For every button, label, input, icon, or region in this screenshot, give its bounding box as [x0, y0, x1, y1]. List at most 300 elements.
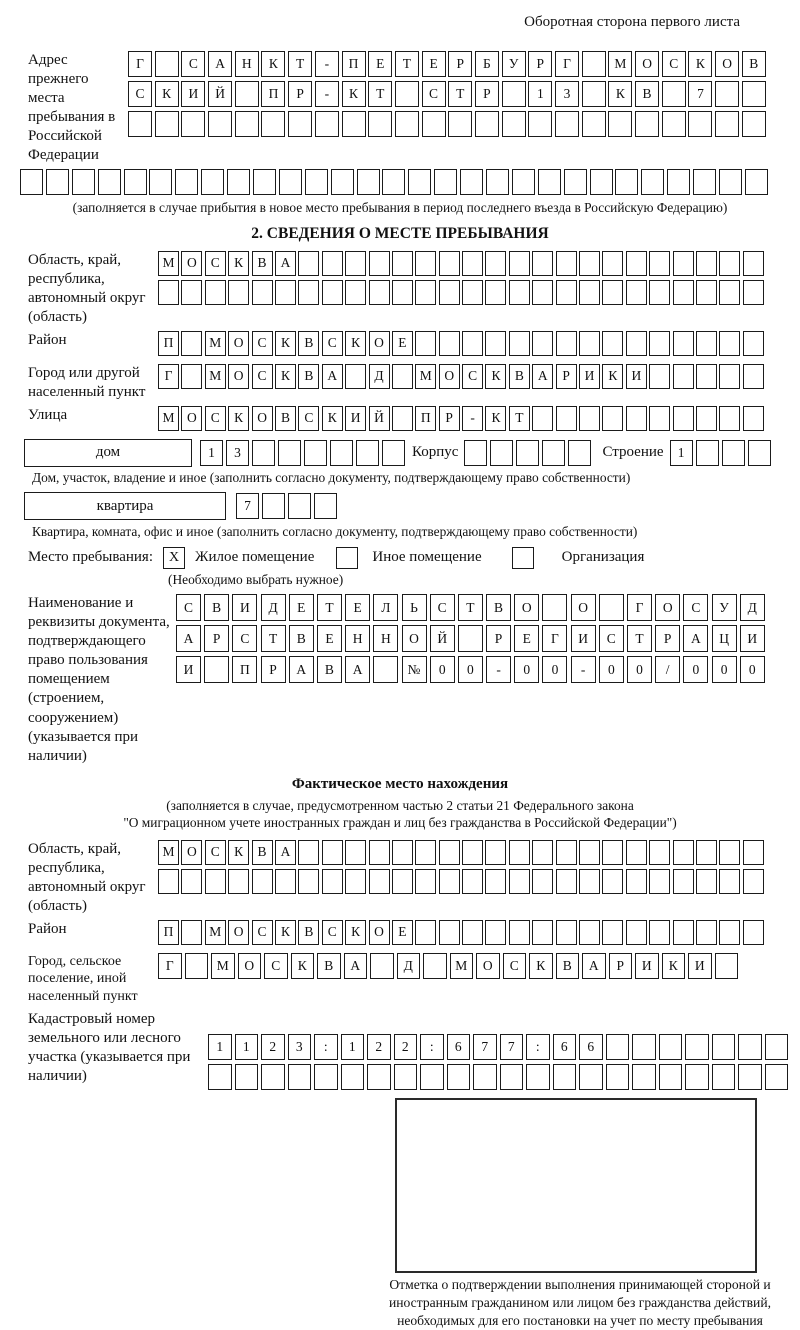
char-cell[interactable] — [448, 111, 472, 137]
char-cell[interactable] — [719, 364, 740, 389]
char-cell[interactable] — [719, 280, 740, 305]
char-cell[interactable]: Б — [475, 51, 499, 77]
char-cell[interactable]: Е — [345, 594, 370, 621]
char-cell[interactable] — [252, 869, 273, 894]
char-cell[interactable] — [345, 364, 366, 389]
char-cell[interactable] — [532, 920, 553, 945]
char-cell[interactable] — [20, 169, 43, 195]
char-cell[interactable] — [532, 331, 553, 356]
char-cell[interactable]: С — [422, 81, 446, 107]
char-cell[interactable]: А — [208, 51, 232, 77]
char-cell[interactable] — [649, 920, 670, 945]
char-cell[interactable]: И — [232, 594, 257, 621]
char-cell[interactable] — [447, 1064, 471, 1090]
char-cell[interactable]: 1 — [208, 1034, 232, 1060]
char-cell[interactable] — [235, 81, 259, 107]
char-cell[interactable] — [579, 331, 600, 356]
char-cell[interactable]: С — [662, 51, 686, 77]
char-cell[interactable]: 0 — [712, 656, 737, 683]
char-cell[interactable] — [509, 920, 530, 945]
char-cell[interactable] — [673, 364, 694, 389]
char-cell[interactable] — [458, 625, 483, 652]
char-cell[interactable]: Ь — [402, 594, 427, 621]
char-cell[interactable]: 7 — [236, 493, 259, 519]
char-cell[interactable] — [719, 331, 740, 356]
char-cell[interactable] — [745, 169, 768, 195]
char-cell[interactable]: Й — [369, 406, 390, 431]
char-cell[interactable]: Ц — [712, 625, 737, 652]
char-cell[interactable] — [719, 869, 740, 894]
char-cell[interactable]: У — [502, 51, 526, 77]
char-cell[interactable]: И — [571, 625, 596, 652]
char-cell[interactable]: В — [298, 364, 319, 389]
char-cell[interactable] — [602, 920, 623, 945]
char-cell[interactable] — [532, 251, 553, 276]
char-cell[interactable] — [485, 920, 506, 945]
char-cell[interactable]: К — [228, 406, 249, 431]
char-cell[interactable] — [719, 920, 740, 945]
char-cell[interactable]: Г — [128, 51, 152, 77]
char-cell[interactable]: Т — [509, 406, 530, 431]
char-cell[interactable]: М — [205, 331, 226, 356]
char-cell[interactable] — [298, 251, 319, 276]
char-cell[interactable] — [662, 111, 686, 137]
char-cell[interactable] — [606, 1064, 630, 1090]
char-cell[interactable] — [582, 111, 606, 137]
char-cell[interactable] — [602, 331, 623, 356]
char-cell[interactable] — [719, 406, 740, 431]
char-cell[interactable]: 0 — [627, 656, 652, 683]
char-cell[interactable] — [602, 251, 623, 276]
char-cell[interactable]: Г — [542, 625, 567, 652]
char-cell[interactable] — [185, 953, 209, 979]
char-cell[interactable] — [715, 111, 739, 137]
char-cell[interactable] — [462, 869, 483, 894]
char-cell[interactable] — [542, 440, 565, 466]
char-cell[interactable] — [615, 169, 638, 195]
char-cell[interactable] — [298, 280, 319, 305]
char-cell[interactable] — [315, 111, 339, 137]
char-cell[interactable]: 6 — [447, 1034, 471, 1060]
char-cell[interactable]: Р — [448, 51, 472, 77]
char-cell[interactable] — [568, 440, 591, 466]
char-cell[interactable]: Р — [439, 406, 460, 431]
char-cell[interactable]: Г — [555, 51, 579, 77]
char-cell[interactable]: А — [344, 953, 368, 979]
char-cell[interactable]: Р — [475, 81, 499, 107]
char-cell[interactable]: Т — [288, 51, 312, 77]
char-cell[interactable] — [485, 251, 506, 276]
char-cell[interactable]: А — [275, 251, 296, 276]
char-cell[interactable]: У — [712, 594, 737, 621]
char-cell[interactable] — [208, 111, 232, 137]
char-cell[interactable] — [649, 331, 670, 356]
char-cell[interactable] — [626, 869, 647, 894]
char-cell[interactable]: П — [158, 920, 179, 945]
char-cell[interactable] — [369, 840, 390, 865]
char-cell[interactable] — [509, 331, 530, 356]
char-cell[interactable] — [590, 169, 613, 195]
checkbox-organization[interactable] — [512, 547, 534, 569]
char-cell[interactable]: И — [740, 625, 765, 652]
char-cell[interactable] — [649, 364, 670, 389]
char-cell[interactable] — [155, 111, 179, 137]
char-cell[interactable]: О — [655, 594, 680, 621]
char-cell[interactable] — [370, 953, 394, 979]
char-cell[interactable]: К — [322, 406, 343, 431]
char-cell[interactable]: А — [532, 364, 553, 389]
char-cell[interactable]: П — [342, 51, 366, 77]
char-cell[interactable]: С — [205, 406, 226, 431]
char-cell[interactable] — [579, 869, 600, 894]
char-cell[interactable]: Р — [609, 953, 633, 979]
char-cell[interactable]: Р — [655, 625, 680, 652]
char-cell[interactable] — [738, 1064, 762, 1090]
char-cell[interactable] — [439, 331, 460, 356]
char-cell[interactable] — [181, 364, 202, 389]
char-cell[interactable]: В — [317, 656, 342, 683]
char-cell[interactable] — [485, 280, 506, 305]
char-cell[interactable] — [538, 169, 561, 195]
char-cell[interactable]: 0 — [683, 656, 708, 683]
char-cell[interactable]: Е — [514, 625, 539, 652]
char-cell[interactable]: О — [228, 920, 249, 945]
char-cell[interactable] — [382, 440, 405, 466]
char-cell[interactable]: 7 — [500, 1034, 524, 1060]
char-cell[interactable]: С — [599, 625, 624, 652]
char-cell[interactable] — [532, 280, 553, 305]
char-cell[interactable]: М — [450, 953, 474, 979]
char-cell[interactable] — [742, 81, 766, 107]
char-cell[interactable] — [261, 1064, 285, 1090]
char-cell[interactable] — [556, 251, 577, 276]
char-cell[interactable] — [415, 251, 436, 276]
char-cell[interactable]: А — [582, 953, 606, 979]
char-cell[interactable] — [715, 953, 739, 979]
char-cell[interactable] — [667, 169, 690, 195]
char-cell[interactable] — [626, 251, 647, 276]
checkbox-other-premise[interactable] — [336, 547, 358, 569]
char-cell[interactable] — [181, 280, 202, 305]
char-cell[interactable]: Т — [627, 625, 652, 652]
char-cell[interactable]: С — [205, 251, 226, 276]
char-cell[interactable] — [659, 1034, 683, 1060]
char-cell[interactable] — [765, 1064, 789, 1090]
char-cell[interactable]: В — [317, 953, 341, 979]
char-cell[interactable] — [696, 364, 717, 389]
char-cell[interactable]: К — [155, 81, 179, 107]
confirmation-stamp-box[interactable] — [395, 1098, 757, 1273]
char-cell[interactable]: С — [176, 594, 201, 621]
char-cell[interactable]: Е — [317, 625, 342, 652]
char-cell[interactable] — [662, 81, 686, 107]
char-cell[interactable] — [124, 169, 147, 195]
char-cell[interactable]: К — [275, 364, 296, 389]
char-cell[interactable] — [415, 869, 436, 894]
char-cell[interactable]: Г — [627, 594, 652, 621]
char-cell[interactable] — [181, 111, 205, 137]
char-cell[interactable]: К — [485, 364, 506, 389]
char-cell[interactable]: 2 — [367, 1034, 391, 1060]
char-cell[interactable] — [626, 406, 647, 431]
char-cell[interactable] — [685, 1034, 709, 1060]
char-cell[interactable] — [532, 869, 553, 894]
char-cell[interactable] — [208, 1064, 232, 1090]
char-cell[interactable]: С — [322, 331, 343, 356]
char-cell[interactable] — [486, 169, 509, 195]
char-cell[interactable]: Т — [368, 81, 392, 107]
char-cell[interactable]: С — [298, 406, 319, 431]
char-cell[interactable] — [626, 280, 647, 305]
char-cell[interactable] — [626, 331, 647, 356]
char-cell[interactable]: Е — [422, 51, 446, 77]
char-cell[interactable]: - — [571, 656, 596, 683]
char-cell[interactable]: 1 — [670, 440, 693, 466]
char-cell[interactable] — [298, 840, 319, 865]
char-cell[interactable] — [509, 251, 530, 276]
char-cell[interactable] — [252, 280, 273, 305]
char-cell[interactable] — [626, 840, 647, 865]
char-cell[interactable]: А — [275, 840, 296, 865]
char-cell[interactable] — [155, 51, 179, 77]
char-cell[interactable] — [719, 169, 742, 195]
char-cell[interactable]: К — [662, 953, 686, 979]
char-cell[interactable] — [462, 251, 483, 276]
char-cell[interactable] — [305, 169, 328, 195]
char-cell[interactable]: Н — [235, 51, 259, 77]
char-cell[interactable] — [423, 953, 447, 979]
char-cell[interactable] — [553, 1064, 577, 1090]
char-cell[interactable] — [227, 169, 250, 195]
char-cell[interactable]: В — [252, 251, 273, 276]
char-cell[interactable] — [743, 251, 764, 276]
char-cell[interactable] — [322, 251, 343, 276]
char-cell[interactable]: О — [571, 594, 596, 621]
char-cell[interactable] — [579, 251, 600, 276]
char-cell[interactable]: К — [228, 840, 249, 865]
char-cell[interactable] — [608, 111, 632, 137]
char-cell[interactable]: О — [228, 364, 249, 389]
char-cell[interactable] — [98, 169, 121, 195]
char-cell[interactable]: К — [275, 331, 296, 356]
char-cell[interactable]: С — [128, 81, 152, 107]
char-cell[interactable] — [743, 869, 764, 894]
char-cell[interactable] — [649, 280, 670, 305]
char-cell[interactable] — [685, 1064, 709, 1090]
char-cell[interactable]: С — [462, 364, 483, 389]
char-cell[interactable] — [696, 406, 717, 431]
char-cell[interactable] — [331, 169, 354, 195]
char-cell[interactable] — [462, 840, 483, 865]
char-cell[interactable] — [314, 493, 337, 519]
char-cell[interactable] — [556, 280, 577, 305]
char-cell[interactable]: Л — [373, 594, 398, 621]
char-cell[interactable] — [659, 1064, 683, 1090]
char-cell[interactable]: Р — [556, 364, 577, 389]
char-cell[interactable] — [322, 869, 343, 894]
char-cell[interactable] — [579, 840, 600, 865]
char-cell[interactable] — [743, 280, 764, 305]
char-cell[interactable]: О — [635, 51, 659, 77]
char-cell[interactable]: И — [635, 953, 659, 979]
char-cell[interactable] — [532, 406, 553, 431]
char-cell[interactable] — [345, 280, 366, 305]
char-cell[interactable]: К — [291, 953, 315, 979]
char-cell[interactable] — [368, 111, 392, 137]
char-cell[interactable] — [579, 280, 600, 305]
char-cell[interactable]: С — [430, 594, 455, 621]
char-cell[interactable] — [149, 169, 172, 195]
char-cell[interactable] — [748, 440, 771, 466]
char-cell[interactable] — [556, 869, 577, 894]
char-cell[interactable] — [475, 111, 499, 137]
char-cell[interactable] — [288, 1064, 312, 1090]
char-cell[interactable]: 7 — [473, 1034, 497, 1060]
char-cell[interactable]: Н — [373, 625, 398, 652]
char-cell[interactable] — [253, 169, 276, 195]
char-cell[interactable]: В — [289, 625, 314, 652]
char-cell[interactable]: - — [486, 656, 511, 683]
char-cell[interactable] — [602, 840, 623, 865]
char-cell[interactable] — [175, 169, 198, 195]
char-cell[interactable]: К — [485, 406, 506, 431]
char-cell[interactable]: Г — [158, 953, 182, 979]
char-cell[interactable] — [158, 280, 179, 305]
char-cell[interactable] — [602, 406, 623, 431]
char-cell[interactable] — [460, 169, 483, 195]
char-cell[interactable] — [509, 869, 530, 894]
char-cell[interactable]: М — [205, 920, 226, 945]
char-cell[interactable] — [532, 840, 553, 865]
char-cell[interactable] — [392, 406, 413, 431]
char-cell[interactable]: 3 — [226, 440, 249, 466]
char-cell[interactable] — [439, 251, 460, 276]
char-cell[interactable] — [641, 169, 664, 195]
char-cell[interactable] — [205, 280, 226, 305]
char-cell[interactable] — [415, 920, 436, 945]
char-cell[interactable] — [415, 331, 436, 356]
char-cell[interactable] — [649, 869, 670, 894]
char-cell[interactable]: О — [514, 594, 539, 621]
char-cell[interactable] — [420, 1064, 444, 1090]
char-cell[interactable] — [357, 169, 380, 195]
char-cell[interactable] — [696, 920, 717, 945]
char-cell[interactable] — [128, 111, 152, 137]
char-cell[interactable] — [673, 920, 694, 945]
char-cell[interactable] — [696, 331, 717, 356]
char-cell[interactable] — [490, 440, 513, 466]
char-cell[interactable] — [422, 111, 446, 137]
checkbox-residential[interactable]: X — [163, 547, 185, 569]
char-cell[interactable]: 0 — [542, 656, 567, 683]
char-cell[interactable] — [526, 1064, 550, 1090]
char-cell[interactable]: 0 — [740, 656, 765, 683]
char-cell[interactable] — [392, 869, 413, 894]
char-cell[interactable] — [673, 869, 694, 894]
char-cell[interactable]: К — [345, 331, 366, 356]
char-cell[interactable] — [509, 840, 530, 865]
char-cell[interactable] — [181, 331, 202, 356]
char-cell[interactable]: 0 — [514, 656, 539, 683]
char-cell[interactable]: К — [529, 953, 553, 979]
char-cell[interactable]: В — [298, 920, 319, 945]
char-cell[interactable] — [579, 1064, 603, 1090]
char-cell[interactable]: С — [232, 625, 257, 652]
char-cell[interactable]: Й — [430, 625, 455, 652]
char-cell[interactable]: И — [176, 656, 201, 683]
char-cell[interactable] — [228, 869, 249, 894]
char-cell[interactable]: М — [205, 364, 226, 389]
char-cell[interactable] — [719, 840, 740, 865]
char-cell[interactable] — [392, 280, 413, 305]
char-cell[interactable] — [673, 280, 694, 305]
char-cell[interactable]: К — [602, 364, 623, 389]
char-cell[interactable] — [473, 1064, 497, 1090]
char-cell[interactable] — [181, 920, 202, 945]
char-cell[interactable]: А — [289, 656, 314, 683]
char-cell[interactable]: Д — [261, 594, 286, 621]
char-cell[interactable] — [649, 406, 670, 431]
char-cell[interactable]: В — [509, 364, 530, 389]
char-cell[interactable]: В — [486, 594, 511, 621]
char-cell[interactable] — [696, 440, 719, 466]
char-cell[interactable]: 1 — [235, 1034, 259, 1060]
char-cell[interactable]: Р — [486, 625, 511, 652]
char-cell[interactable] — [649, 840, 670, 865]
char-cell[interactable] — [205, 869, 226, 894]
char-cell[interactable] — [394, 1064, 418, 1090]
char-cell[interactable]: М — [158, 251, 179, 276]
char-cell[interactable]: О — [238, 953, 262, 979]
char-cell[interactable]: 2 — [261, 1034, 285, 1060]
char-cell[interactable] — [743, 406, 764, 431]
char-cell[interactable]: О — [252, 406, 273, 431]
char-cell[interactable]: Т — [458, 594, 483, 621]
char-cell[interactable]: : — [526, 1034, 550, 1060]
char-cell[interactable]: 0 — [599, 656, 624, 683]
char-cell[interactable]: К — [345, 920, 366, 945]
char-cell[interactable] — [626, 920, 647, 945]
char-cell[interactable]: 1 — [200, 440, 223, 466]
char-cell[interactable] — [556, 920, 577, 945]
char-cell[interactable]: - — [462, 406, 483, 431]
char-cell[interactable]: А — [683, 625, 708, 652]
char-cell[interactable] — [485, 331, 506, 356]
char-cell[interactable] — [342, 111, 366, 137]
char-cell[interactable] — [204, 656, 229, 683]
char-cell[interactable]: Р — [261, 656, 286, 683]
char-cell[interactable] — [314, 1064, 338, 1090]
char-cell[interactable]: О — [369, 920, 390, 945]
char-cell[interactable] — [722, 440, 745, 466]
char-cell[interactable] — [632, 1064, 656, 1090]
char-cell[interactable] — [696, 869, 717, 894]
char-cell[interactable]: М — [608, 51, 632, 77]
char-cell[interactable] — [462, 920, 483, 945]
char-cell[interactable] — [673, 251, 694, 276]
char-cell[interactable] — [46, 169, 69, 195]
char-cell[interactable] — [542, 594, 567, 621]
char-cell[interactable] — [158, 869, 179, 894]
char-cell[interactable]: С — [252, 331, 273, 356]
char-cell[interactable] — [279, 169, 302, 195]
char-cell[interactable] — [743, 331, 764, 356]
char-cell[interactable] — [345, 251, 366, 276]
char-cell[interactable]: В — [635, 81, 659, 107]
char-cell[interactable] — [649, 251, 670, 276]
char-cell[interactable] — [516, 440, 539, 466]
char-cell[interactable]: 3 — [288, 1034, 312, 1060]
